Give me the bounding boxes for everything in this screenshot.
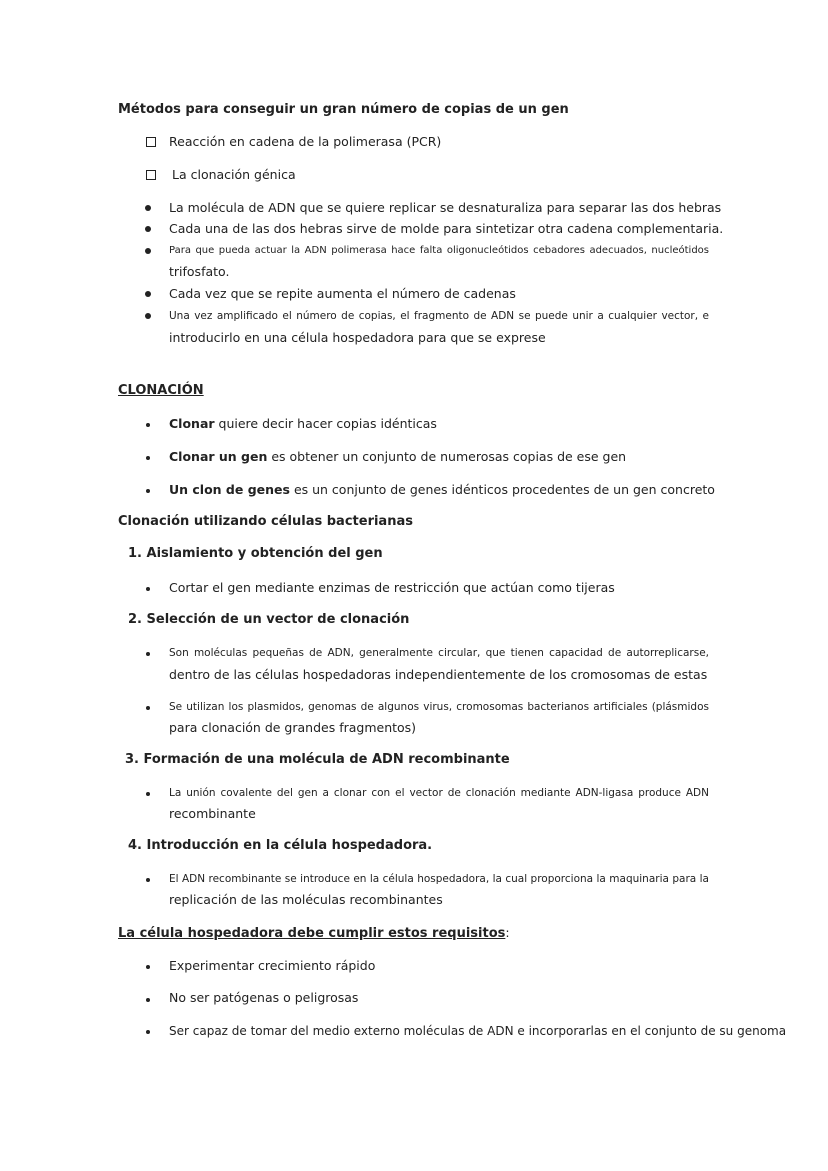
requirement-item: Ser capaz de tomar del medio externo moléculas de ADN e incorporarlas en el conjunto de su genoma xyxy=(169,1024,787,1038)
section-title-clonacion: CLONACIÓN xyxy=(118,383,204,398)
step-text: Se utilizan los plasmidos, genomas de algunos virus, cromosomas bacterianos artificiales (plásmidos xyxy=(169,701,709,713)
definition-item xyxy=(169,482,715,498)
step-text-continued: recombinante xyxy=(169,806,256,821)
bullet-icon xyxy=(146,965,150,969)
bullet-icon xyxy=(146,587,150,591)
step-heading: 2. Selección de un vector de clonación xyxy=(128,612,410,627)
definition-text: quiere decir hacer copias idénticas xyxy=(214,416,437,431)
bullet-icon xyxy=(146,706,150,710)
checkbox-square-icon xyxy=(146,137,156,147)
bullet-icon xyxy=(146,1030,150,1034)
bullet-icon xyxy=(146,652,150,656)
bullet-icon xyxy=(146,878,150,882)
definition-term: Un clon de genes xyxy=(169,482,290,497)
step-text-continued: para clonación de grandes fragmentos) xyxy=(169,720,417,735)
definition-text: es un conjunto de genes idénticos procedentes de un gen concreto xyxy=(289,482,715,497)
bullet-text: Una vez amplificado el número de copias, el fragmento de ADN se puede unir a cualquier vector, e xyxy=(169,310,709,322)
bullet-icon xyxy=(145,313,151,319)
bullet-icon xyxy=(146,792,150,796)
bullet-icon xyxy=(145,291,151,297)
option-clonacion-genica: La clonación génica xyxy=(172,167,296,182)
bullet-icon xyxy=(146,489,150,493)
bullet-text-continued: introducirlo en una célula hospedadora para que se exprese xyxy=(169,330,546,345)
checkbox-square-icon xyxy=(146,170,156,180)
definition-term: Clonar xyxy=(169,416,215,431)
bullet-text: La molécula de ADN que se quiere replicar se desnaturaliza para separar las dos hebras xyxy=(169,200,722,215)
bullet-icon xyxy=(146,423,150,427)
bullet-text-continued: trifosfato. xyxy=(169,264,230,279)
section-title-requisitos xyxy=(118,925,510,942)
definition-text: es obtener un conjunto de numerosas copias de ese gen xyxy=(267,449,627,464)
step-heading: 4. Introducción en la célula hospedadora. xyxy=(128,838,433,853)
step-heading: 3. Formación de una molécula de ADN recombinante xyxy=(125,752,510,767)
step-text-continued: dentro de las células hospedadoras independientemente de los cromosomas de estas xyxy=(169,667,708,682)
bullet-icon xyxy=(146,998,150,1002)
definition-term: Clonar un gen xyxy=(169,449,268,464)
step-text: Son moléculas pequeñas de ADN, generalmente circular, que tienen capacidad de autorreplicarse, xyxy=(169,647,709,659)
definition-item xyxy=(169,416,437,432)
bullet-text: Para que pueda actuar la ADN polimerasa hace falta oligonucleótidos cebadores adecuados, nucleótidos xyxy=(169,245,709,256)
section-title-metodos: Métodos para conseguir un gran número de copias de un gen xyxy=(118,102,569,117)
bullet-icon xyxy=(145,226,151,232)
step-text-continued: replicación de las moléculas recombinantes xyxy=(169,892,443,907)
step-text: Cortar el gen mediante enzimas de restricción que actúan como tijeras xyxy=(169,580,615,595)
section-title-bacterias: Clonación utilizando células bacterianas xyxy=(118,514,413,529)
requisitos-colon: : xyxy=(505,925,510,940)
option-pcr: Reacción en cadena de la polimerasa (PCR) xyxy=(169,134,442,149)
step-heading: 1. Aislamiento y obtención del gen xyxy=(128,546,383,561)
step-text: La unión covalente del gen a clonar con el vector de clonación mediante ADN-ligasa produce ADN xyxy=(169,787,709,799)
definition-item xyxy=(169,449,626,465)
bullet-icon xyxy=(145,248,151,254)
bullet-icon xyxy=(146,456,150,460)
bullet-text: Cada una de las dos hebras sirve de molde para sintetizar otra cadena complementaria. xyxy=(169,221,724,236)
step-text: El ADN recombinante se introduce en la célula hospedadora, la cual proporciona la maquinaria para la xyxy=(169,873,709,885)
requirement-item: No ser patógenas o peligrosas xyxy=(169,990,359,1005)
bullet-text: Cada vez que se repite aumenta el número de cadenas xyxy=(169,286,516,301)
requisitos-title: La célula hospedadora debe cumplir estos requisitos xyxy=(118,926,506,941)
bullet-icon xyxy=(145,205,151,211)
requirement-item: Experimentar crecimiento rápido xyxy=(169,958,376,973)
